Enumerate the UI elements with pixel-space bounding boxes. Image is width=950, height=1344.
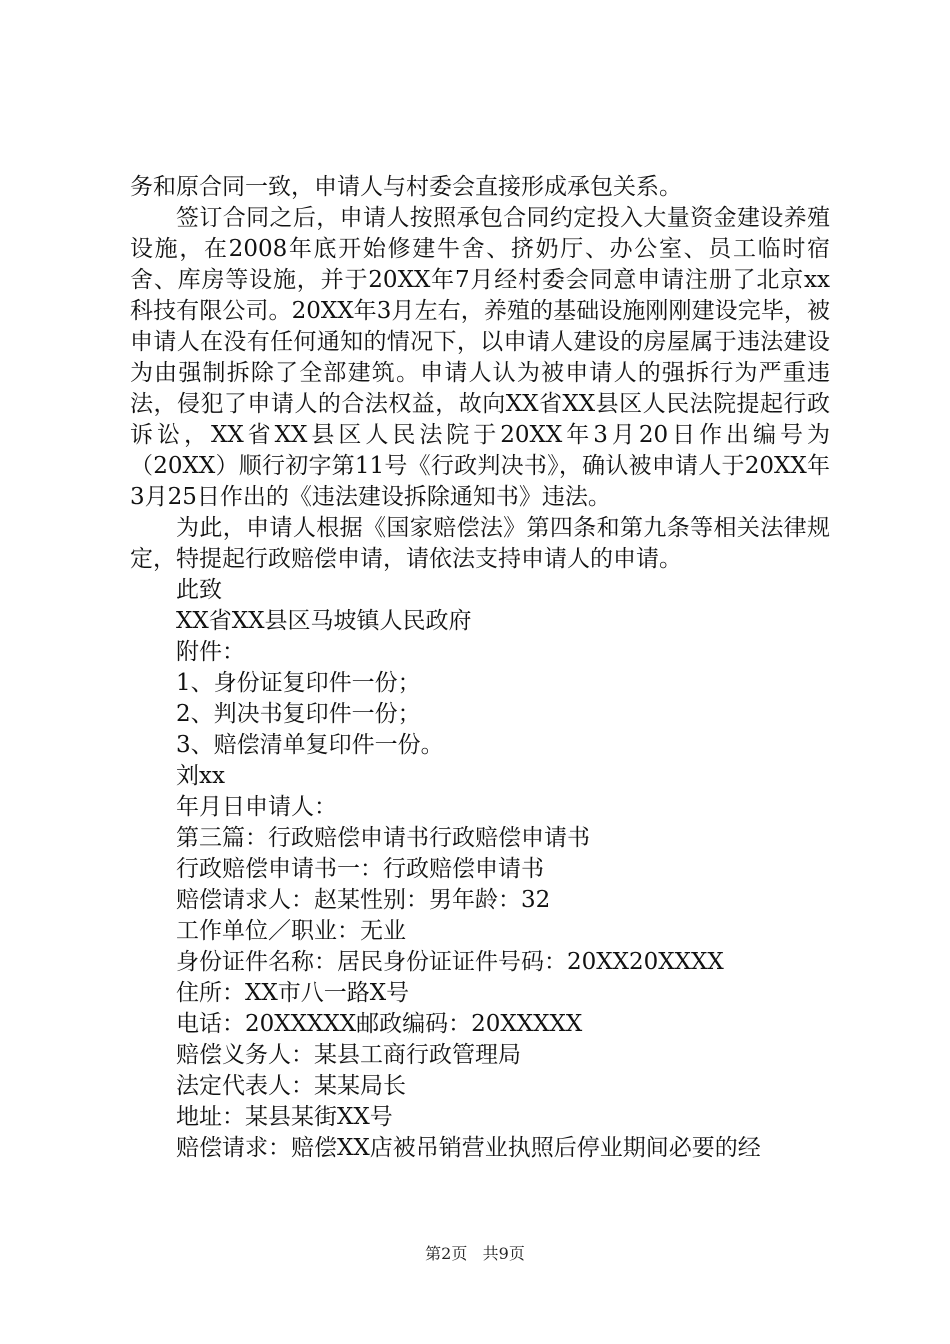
date-line: 年月日申请人： (176, 794, 337, 820)
form-line: 地址：某县某街XX号 (176, 1104, 393, 1130)
recipient: XX省XX县区马坡镇人民政府 (176, 608, 472, 634)
form-line: 赔偿请求人：赵某性别：男年龄：32 (176, 887, 551, 913)
page-footer (0, 1244, 950, 1264)
page-number: 第2页 (425, 1244, 468, 1263)
form-line: 住所：XX市八一路X号 (176, 980, 410, 1006)
attachment-item: 1、身份证复印件一份； (176, 670, 421, 696)
form-line: 身份证件名称：居民身份证证件号码：20XX20XXXX (176, 949, 724, 975)
form-line: 电话：20XXXXX邮政编码：20XXXXX (176, 1011, 583, 1037)
form-line: 工作单位／职业：无业 (176, 918, 406, 944)
form-line: 赔偿请求：赔偿XX店被吊销营业执照后停业期间必要的经 (176, 1135, 761, 1161)
document-body (130, 172, 830, 1164)
signature-name: 刘xx (176, 763, 225, 789)
form-line: 法定代表人：某某局长 (176, 1073, 406, 1099)
attachment-item: 2、判决书复印件一份； (176, 701, 421, 727)
paragraph: 签订合同之后，申请人按照承包合同约定投入大量资金建设养殖设施，在2008年底开始修建牛舍、挤奶厅、办公室、员工临时宿舍、库房等设施，并于20XX年7月经村委会同意申请注册了北京xx科技有限公司。20XX年3月左右，养殖的基础设施刚刚建设完毕，被申请人在没有任何通知的情况下，以申请人建设的房屋属于违法建设为由强制拆除了全部建筑。申请人认为被申请人的强拆行为严重违法，侵犯了申请人的合法权益，故向XX省XX县区人民法院提起行政诉讼，XX省XX县区人民法院于20XX年3月20日作出编号为（20XX）顺行初字第11号《行政判决书》，确认被申请人于20XX年3月25日作出的《违法建设拆除通知书》违法。 (130, 205, 830, 510)
paragraph: 务和原合同一致，申请人与村委会直接形成承包关系。 (130, 174, 682, 200)
line-block (130, 575, 830, 1164)
salutation: 此致 (176, 577, 222, 603)
attachments-heading: 附件： (176, 639, 245, 665)
paragraph-block (130, 172, 830, 575)
attachment-item: 3、赔偿清单复印件一份。 (176, 732, 444, 758)
page-total: 共9页 (482, 1244, 525, 1263)
section-subtitle: 行政赔偿申请书一：行政赔偿申请书 (176, 856, 544, 882)
paragraph: 为此，申请人根据《国家赔偿法》第四条和第九条等相关法律规定，特提起行政赔偿申请，请依法支持申请人的申请。 (130, 515, 830, 572)
form-line: 赔偿义务人：某县工商行政管理局 (176, 1042, 521, 1068)
section-title: 第三篇：行政赔偿申请书行政赔偿申请书 (176, 825, 590, 851)
